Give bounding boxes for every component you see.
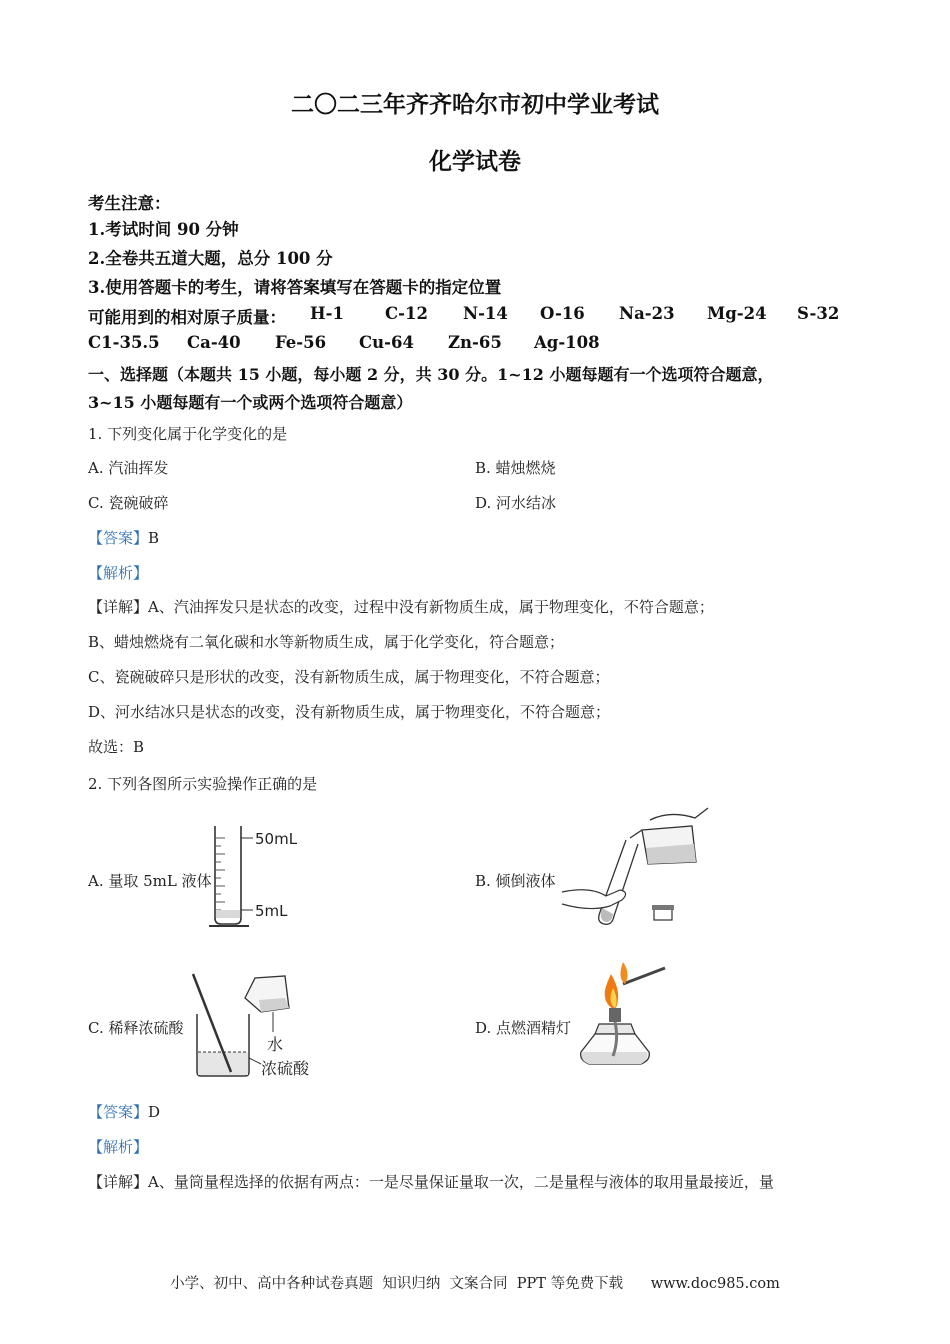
alcohol-lamp-figure (575, 960, 675, 1078)
atomic-mass: C-12 (385, 304, 428, 323)
notice-heading: 考生注意： (88, 194, 171, 213)
q1-answer (88, 527, 159, 548)
detail-tag: 【详解】 (88, 598, 149, 616)
q2-option-d: D. 点燃酒精灯 (475, 1019, 572, 1037)
atomic-mass: H-1 (310, 304, 344, 323)
q1-detail-line: D、河水结冰只是状态的改变，没有新物质生成，属于物理变化，不符合题意； (88, 703, 611, 721)
detail-text: A、汽油挥发只是状态的改变，过程中没有新物质生成，属于物理变化，不符合题意； (148, 598, 714, 616)
q1-stem: 1. 下列变化属于化学变化的是 (88, 425, 288, 443)
q2-option-b: B. 倾倒液体 (475, 872, 556, 890)
atomic-mass: N-14 (463, 304, 508, 323)
atomic-mass: S-32 (797, 304, 840, 323)
q1-option-d: D. 河水结冰 (475, 494, 557, 512)
graduated-cylinder-figure (205, 822, 315, 932)
notice-item: 2.全卷共五道大题，总分 100 分 (88, 249, 333, 268)
exam-subtitle: 化学试卷 (429, 148, 521, 175)
answer-tag: 【答案】 (88, 1103, 149, 1121)
atomic-mass: Cu-64 (359, 333, 414, 352)
notice-item: 3.使用答题卡的考生，请将答案填写在答题卡的指定位置 (88, 278, 502, 297)
atomic-mass: Mg-24 (707, 304, 767, 323)
cylinder-top-label: 50mL (255, 830, 298, 848)
detail-text: A、量筒量程选择的依据有两点：一是尽量保证量取一次，二是量程与液体的取用量最接近，量 (148, 1173, 774, 1191)
q2-detail-line (88, 1171, 774, 1192)
section-heading-cont: 3~15 小题每题有一个或两个选项符合题意） (88, 393, 413, 412)
atomic-mass: Ca-40 (187, 333, 241, 352)
answer-tag: 【答案】 (88, 529, 149, 547)
exam-title: 二〇二三年齐齐哈尔市初中学业考试 (291, 91, 659, 118)
q1-option-a: A. 汽油挥发 (88, 459, 169, 477)
atomic-mass: O-16 (540, 304, 585, 323)
section-heading: 一、选择题（本题共 15 小题，每小题 2 分，共 30 分。1~12 小题每题有一个选项符合题意， (88, 365, 774, 384)
atomic-mass-label: 可能用到的相对原子质量： (88, 308, 286, 327)
pouring-liquid-figure (560, 800, 720, 930)
atomic-mass: C1-35.5 (88, 333, 160, 352)
q1-detail-line (88, 596, 714, 617)
atomic-mass: Na-23 (619, 304, 675, 323)
diluting-acid-figure (185, 968, 325, 1083)
notice-item: 1.考试时间 90 分钟 (88, 220, 239, 239)
q1-option-c: C. 瓷碗破碎 (88, 494, 169, 512)
cylinder-bottom-label: 5mL (255, 902, 288, 920)
q2-option-c: C. 稀释浓硫酸 (88, 1019, 184, 1037)
q1-detail-line: B、蜡烛燃烧有二氧化碳和水等新物质生成，属于化学变化，符合题意； (88, 633, 565, 651)
q2-stem: 2. 下列各图所示实验操作正确的是 (88, 775, 318, 793)
q2-option-a: A. 量取 5mL 液体 (88, 872, 212, 890)
water-label: 水 (267, 1035, 284, 1054)
q1-option-b: B. 蜡烛燃烧 (475, 459, 556, 477)
answer-value: B (148, 529, 160, 547)
answer-value: D (148, 1103, 161, 1121)
q2-analysis-tag: 【解析】 (88, 1138, 149, 1156)
page-footer: 小学、初中、高中各种试卷真题 知识归纳 文案合同 PPT 等免费下载 www.doc985.com (170, 1276, 780, 1292)
atomic-mass: Zn-65 (448, 333, 502, 352)
q1-conclusion: 故选：B (88, 738, 145, 756)
atomic-mass: Ag-108 (534, 333, 600, 352)
atomic-mass: Fe-56 (275, 333, 327, 352)
detail-tag: 【详解】 (88, 1173, 149, 1191)
q1-detail-line: C、瓷碗破碎只是形状的改变，没有新物质生成，属于物理变化，不符合题意； (88, 668, 610, 686)
q2-answer (88, 1101, 160, 1122)
acid-label: 浓硫酸 (261, 1059, 310, 1078)
q1-analysis-tag: 【解析】 (88, 564, 149, 582)
